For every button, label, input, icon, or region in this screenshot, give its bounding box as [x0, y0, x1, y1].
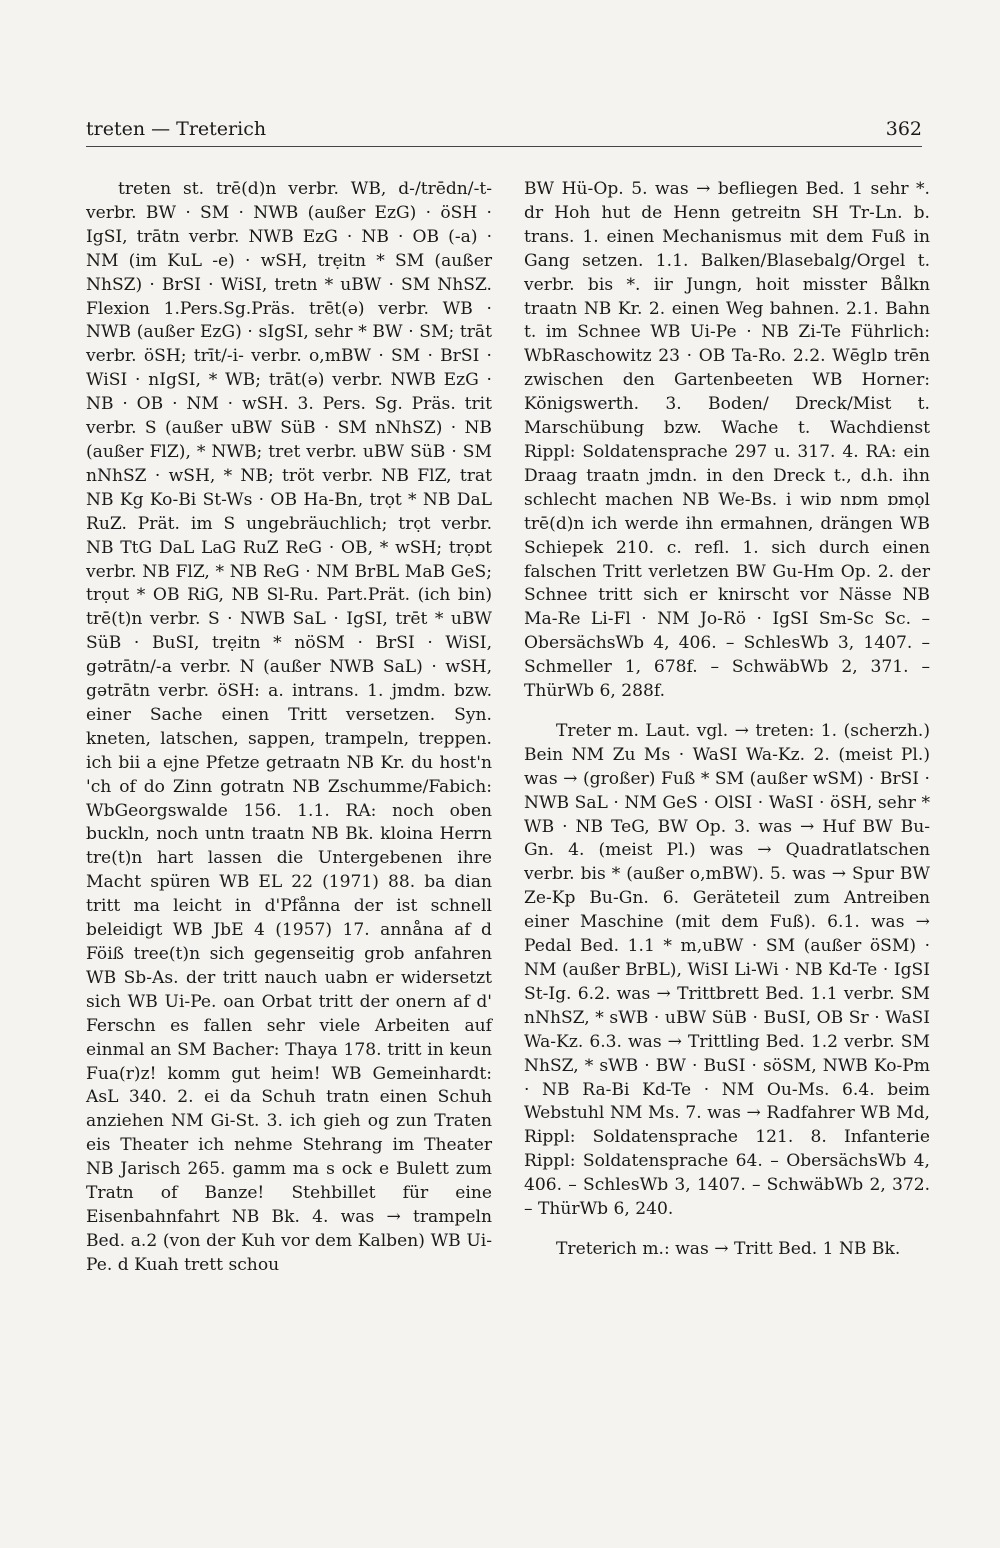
entry-treten-continued: BW Hü-Op. 5. was → befliegen Bed. 1 sehr *. dr Hoh hut de Henn getreitn SH Tr-Ln. b. trans. 1. einen Mechanismus mit dem Fuß in Gang setzen. 1.1. Balken/Blasebalg/Orgel t. verbr. bis *. iir Jungn, hoit misster Bålkn traatn NB Kr. 2. einen Weg bahnen. 2.1. Bahn t. im Schnee WB Ui-Pe · NB Zi-Te Führlich: WbRaschowitz 23 · OB Ta-Ro. 2.2. Wēglɒ trēn zwischen den Gartenbeeten WB Horner: Königswerth. 3. Boden/ Dreck/Mist t. Marschübung bzw. Wache t. Wachdienst Rippl: Soldatensprache 297 u. 317. 4. RA: ein Draag traatn jmdn. in den Dreck t., d.h. ihn schlecht machen NB We-Bs. i wiɒ nɒm ɒmọl trē(d)n ich werde ihn ermahnen, drängen WB Schiepek 210. c. refl. 1. sich durch einen falschen Tritt verletzen BW Gu-Hm Op. 2. der Schnee tritt sich er knirscht vor Nässe NB Ma-Re Li-Fl · NM Jo-Rö · IgSI Sm-Sc Sc. – ObersächsWb 4, 406. – SchlesWb 3, 1407. – Schmeller 1, 678f. – SchwäbWb 2, 371. – ThürWb 6, 288f. [524, 179, 930, 702]
left-column [86, 178, 492, 1278]
running-header [86, 118, 922, 146]
page-number: 362 [885, 118, 922, 140]
header-rule [86, 146, 922, 147]
right-column [524, 178, 930, 1262]
entry-treterich: Treterich m.: was → Tritt Bed. 1 NB Bk. [556, 1238, 901, 1259]
entry-treten: treten st. trē(d)n verbr. WB, d-/trēdn/-t-verbr. BW · SM · NWB (außer EzG) · öSH · IgSI, trātn verbr. NWB EzG · NB · OB (-a) · NM (im KuL -e) · wSH, trẹitn * SM (außer NhSZ) · BrSI · WiSI, tretn * uBW · SM NhSZ. Flexion 1.Pers.Sg.Präs. trēt(ə) verbr. WB · NWB (außer EzG) · sIgSI, sehr * BW · SM; trāt verbr. öSH; trīt/-i- verbr. o,mBW · SM · BrSI · WiSI · nIgSI, * WB; trāt(ə) verbr. NWB EzG · NB · OB · NM · wSH. 3. Pers. Sg. Präs. trit verbr. S (außer uBW SüB · SM nNhSZ) · NB (außer FlZ), * NWB; tret verbr. uBW SüB · SM nNhSZ · wSH, * NB; tröt verbr. NB FlZ, trat NB Kg Ko-Bi St-Ws · OB Ha-Bn, trọt * NB DaL RuZ. Prät. im S ungebräuchlich; trọt verbr. NB TtG DaL LaG RuZ ReG · OB, * wSH; trọɒt verbr. NB FlZ, * NB ReG · NM BrBL MaB GeS; trọut * OB RiG, NB Sl-Ru. Part.Prät. (ich bin) trē(t)n verbr. S · NWB SaL · IgSI, trēt * uBW SüB · BuSI, trẹitn * nöSM · BrSI · WiSI, gətrātn/-a verbr. N (außer NWB SaL) · wSH, gətrātn verbr. öSH: a. intrans. 1. jmdm. bzw. einer Sache einen Tritt versetzen. Syn. kneten, latschen, sappen, trampeln, treppen. ich bii a ejne Pfetze getraatn NB Kr. du host'n 'ch of do Zinn gotratn NB Zschumme/Fabich: WbGeorgswalde 156. 1.1. RA: noch oben buckln, noch untn traatn NB Bk. kloina Herrn tre(t)n hart lassen die Untergebenen ihre Macht spüren WB EL 22 (1971) 88. ba dian tritt ma leicht in d'Pfånna der ist schnell beleidigt WB JbE 4 (1957) 17. annåna af d Föiß tree(t)n sich gegenseitig grob anfahren WB Sb-As. der tritt nauch uabn er widersetzt sich WB Ui-Pe. oan Orbat tritt der onern af d' Ferschn es fallen sehr viele Arbeiten auf einmal an SM Bacher: Thaya 178. tritt in keun Fua(r)z! komm gut heim! WB Gemeinhardt: AsL 340. 2. ei da Schuh tratn einen Schuh anziehen NM Gi-St. 3. ich gieh og zun Traten eis Theater ich nehme Stehrang im Theater NB Jarisch 265. gamm ma s ock e Bulett zum Tratn of Banze! Stehbillet für eine Eisenbahnfahrt NB Bk. 4. was → trampeln Bed. a.2 (von der Kuh vor dem Kalben) WB Ui-Pe. d Kuah trett schou [86, 179, 492, 1275]
running-title: treten — Treterich [86, 118, 267, 140]
entry-treter: Treter m. Laut. vgl. → treten: 1. (scherzh.) Bein NM Zu Ms · WaSI Wa-Kz. 2. (meist Pl.) was → (großer) Fuß * SM (außer wSM) · BrSI · NWB SaL · NM GeS · OlSI · WaSI · öSH, sehr * WB · NB TeG, BW Op. 3. was → Huf BW Bu-Gn. 4. (meist Pl.) was → Quadratlatschen verbr. bis * (außer o,mBW). 5. was → Spur BW Ze-Kp Bu-Gn. 6. Geräteteil zum Antreiben einer Maschine (mit dem Fuß). 6.1. was → Pedal Bed. 1.1 * m,uBW · SM (außer öSM) · NM (außer BrBL), WiSI Li-Wi · NB Kd-Te · IgSI St-Ig. 6.2. was → Trittbrett Bed. 1.1 verbr. SM nNhSZ, * sWB · uBW SüB · BuSI, OB Sr · WaSI Wa-Kz. 6.3. was → Trittling Bed. 1.2 verbr. SM NhSZ, * sWB · BW · BuSI · söSM, NWB Ko-Pm · NB Ra-Bi Kd-Te · NM Ou-Ms. 6.4. beim Webstuhl NM Ms. 7. was → Radfahrer WB Md, Rippl: Soldatensprache 121. 8. Infanterie Rippl: Soldatensprache 64. – ObersächsWb 4, 406. – SchlesWb 3, 1407. – SchwäbWb 2, 372. – ThürWb 6, 240. [524, 720, 930, 1220]
